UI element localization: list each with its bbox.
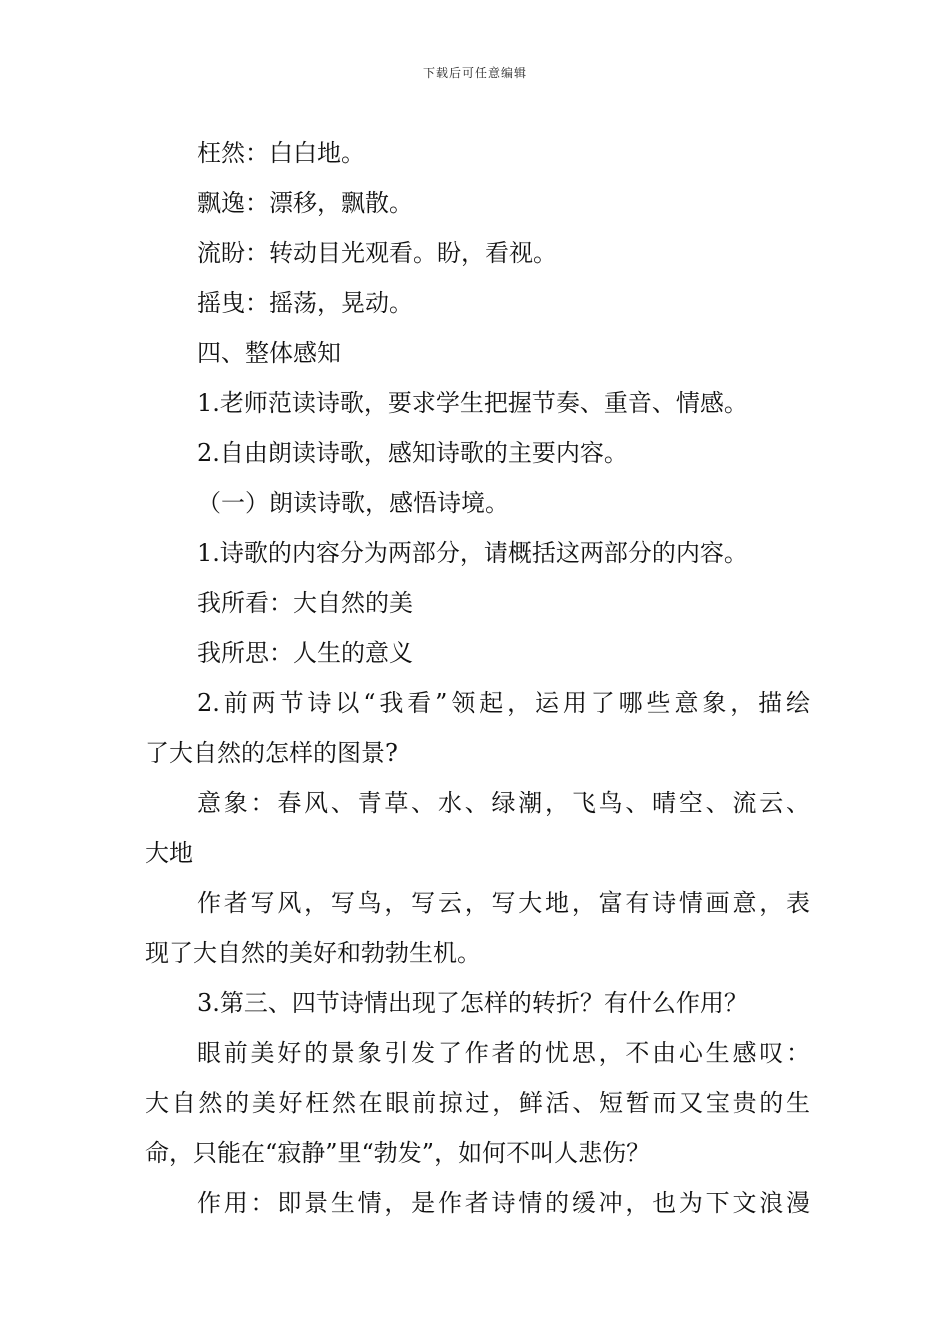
subsection-heading: （一）朗读诗歌，感悟诗境。 — [197, 489, 509, 517]
paragraph-line: 作用：即景生情，是作者诗情的缓冲，也为下文浪漫 — [197, 1189, 810, 1217]
paragraph-line: 现了大自然的美好和勃勃生机。 — [145, 939, 481, 967]
paragraph-line: 3.第三、四节诗情出现了怎样的转折？有什么作用？ — [197, 989, 748, 1017]
paragraph-line: 摇曳：摇荡，晃动。 — [197, 289, 413, 317]
paragraph-line: 我所思：人生的意义 — [197, 639, 413, 667]
paragraph-line: 眼前美好的景象引发了作者的忧思，不由心生感叹： — [197, 1039, 810, 1067]
paragraph-line: 命，只能在“寂静”里“勃发”，如何不叫人悲伤？ — [145, 1139, 651, 1167]
paragraph-line: 2.前两节诗以“我看”领起，运用了哪些意象，描绘 — [197, 689, 810, 717]
paragraph-line: 2.自由朗读诗歌，感知诗歌的主要内容。 — [197, 439, 628, 467]
paragraph-line: 飘逸：漂移，飘散。 — [197, 189, 413, 217]
paragraph-line: 意象：春风、青草、水、绿潮，飞鸟、晴空、流云、 — [197, 789, 810, 817]
paragraph-line: 流盼：转动目光观看。盼，看视。 — [197, 239, 557, 267]
paragraph-line: 大地 — [145, 839, 193, 867]
page-header-note: 下载后可任意编辑 — [422, 66, 527, 80]
paragraph-line: 枉然：白白地。 — [197, 139, 365, 167]
paragraph-line: 我所看：大自然的美 — [197, 589, 413, 617]
paragraph-line: 1.诗歌的内容分为两部分，请概括这两部分的内容。 — [197, 539, 748, 567]
paragraph-line: 大自然的美好枉然在眼前掠过，鲜活、短暂而又宝贵的生 — [145, 1089, 810, 1117]
paragraph-line: 了大自然的怎样的图景? — [145, 739, 398, 767]
paragraph-line: 1.老师范读诗歌，要求学生把握节奏、重音、情感。 — [197, 389, 748, 417]
section-heading: 四、整体感知 — [197, 339, 341, 367]
paragraph-line: 作者写风，写鸟，写云，写大地，富有诗情画意，表 — [197, 889, 810, 917]
document-body — [145, 128, 810, 1228]
